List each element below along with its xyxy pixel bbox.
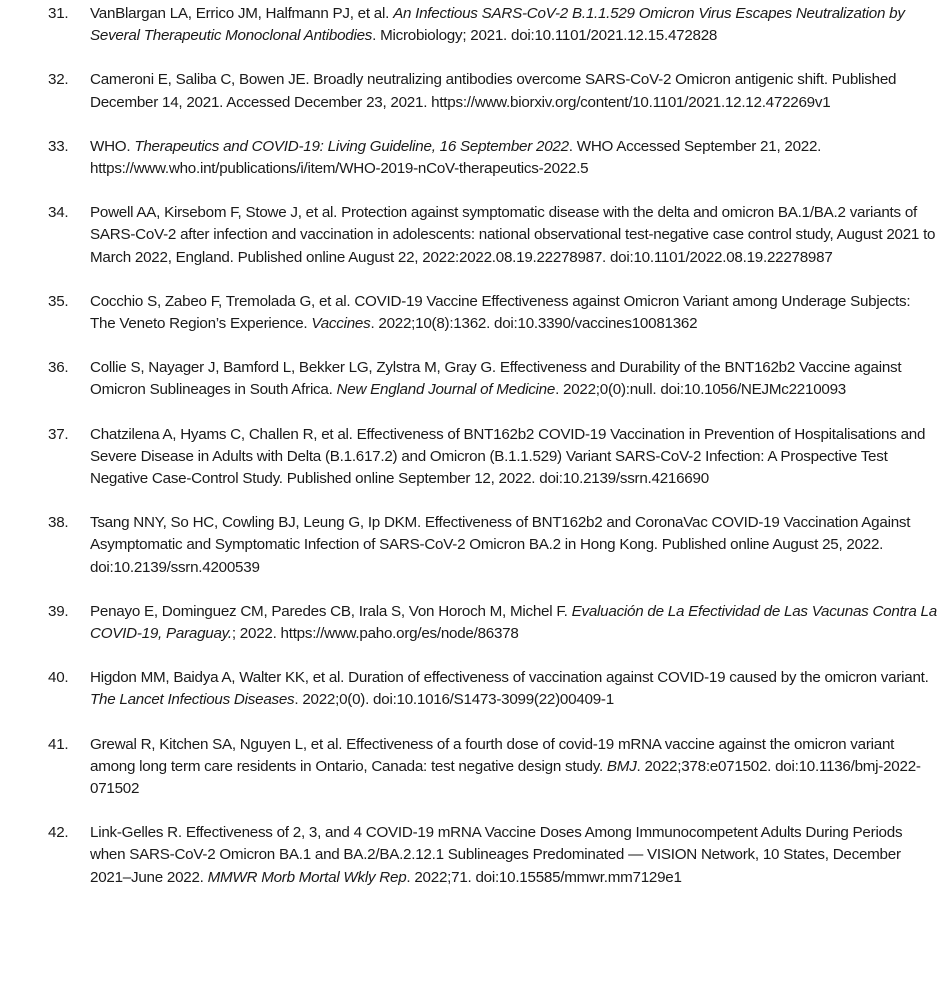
- reference-text: [90, 824, 902, 885]
- reference-segment: Cocchio S, Zabeo F, Tremolada G, et al. COVID-19 Vaccine Effectiveness against Omicron Variant among Underage Subjects: The Veneto Region’s Experience.: [90, 292, 911, 333]
- reference-text: [90, 293, 910, 332]
- reference-segment: Powell AA, Kirsebom F, Stowe J, et al. Protection against symptomatic disease with the delta and omicron BA.1/BA.2 variants of SARS-CoV-2 after infection and vaccination in adolescents: national observational test-negative case control study, August 2021 to March 2022, England. Published online August 22, 2022:2022.08.19.22278987. doi:10.1101/2022.08.19.22278987: [90, 204, 936, 266]
- reference-text: [90, 5, 905, 44]
- reference-number: 38.: [48, 514, 69, 532]
- reference-segment: ; 2022. https://www.paho.org/es/node/86378: [231, 625, 519, 643]
- reference-title-italic: Therapeutics and COVID-19: Living Guideline, 16 September 2022: [134, 137, 569, 155]
- reference-title-italic: An Infectious SARS-CoV-2 B.1.1.529 Omicron Virus Escapes Neutralization by Several Therapeutic Monoclonal Antibodies: [90, 5, 905, 45]
- reference-segment: Penayo E, Dominguez CM, Paredes CB, Irala S, Von Horoch M, Michel F.: [90, 602, 572, 620]
- reference-item: [40, 822, 945, 889]
- reference-number: 40.: [48, 669, 69, 687]
- reference-text: [90, 736, 921, 797]
- reference-segment: VanBlargan LA, Errico JM, Halfmann PJ, et al.: [90, 5, 394, 22]
- reference-item: [40, 291, 945, 335]
- reference-item: [40, 69, 945, 113]
- reference-number: 41.: [48, 735, 69, 753]
- reference-number: 32.: [48, 71, 69, 89]
- reference-item: [40, 601, 945, 645]
- reference-segment: Link-Gelles R. Effectiveness of 2, 3, and 4 COVID-19 mRNA Vaccine Doses Among Immunocompetent Adults During Periods when SARS-CoV-2 Omicron BA.1 and BA.2/BA.2.12.1 Sublineages Predominated — VISION Network, 10 States, December 2021–June 2022.: [90, 824, 903, 886]
- reference-number: 39.: [48, 602, 69, 620]
- reference-number: 42.: [48, 824, 69, 842]
- reference-segment: . 2022;378:e071502. doi:10.1136/bmj-2022-071502: [90, 757, 921, 798]
- reference-title-italic: BMJ: [606, 757, 637, 775]
- reference-segment: . 2022;0(0):null. doi:10.1056/NEJMc2210093: [555, 381, 846, 399]
- reference-item: [40, 136, 945, 180]
- reference-item: [40, 357, 945, 401]
- reference-item: [40, 512, 945, 579]
- reference-item: [40, 3, 945, 47]
- reference-title-italic: Evaluación de La Efectividad de Las Vacunas Contra La COVID-19, Paraguay.: [90, 602, 937, 643]
- reference-segment: . 2022;71. doi:10.15585/mmwr.mm7129e1: [406, 868, 682, 886]
- reference-title-italic: Vaccines: [311, 315, 371, 333]
- reference-number: 31.: [48, 5, 69, 22]
- reference-number: 35.: [48, 292, 69, 310]
- reference-segment: Cameroni E, Saliba C, Bowen JE. Broadly neutralizing antibodies overcome SARS-CoV-2 Omicron antigenic shift. Published December 14, 2021. Accessed December 23, 2021. https://www.biorxiv.org/content/10.1101/2021.12.12.472269v1: [90, 71, 897, 111]
- reference-title-italic: MMWR Morb Mortal Wkly Rep: [207, 868, 407, 886]
- reference-segment: . Microbiology; 2021. doi:10.1101/2021.12.15.472828: [372, 27, 718, 45]
- reference-text: [90, 514, 910, 575]
- reference-segment: . 2022;0(0). doi:10.1016/S1473-3099(22)00409-1: [294, 691, 614, 709]
- reference-number: 37.: [48, 425, 69, 443]
- reference-title-italic: New England Journal of Medicine: [336, 381, 556, 399]
- reference-number: 34.: [48, 204, 69, 222]
- reference-segment: Tsang NNY, So HC, Cowling BJ, Leung G, Ip DKM. Effectiveness of BNT162b2 and CoronaVac COVID-19 Vaccination Against Asymptomatic and Symptomatic Infection of SARS-CoV-2 Omicron BA.2 in Hong Kong. Published online August 25, 2022. doi:10.2139/ssrn.4200539: [90, 514, 911, 576]
- reference-text: [90, 138, 821, 177]
- reference-number: 33.: [48, 137, 69, 155]
- reference-segment: Collie S, Nayager J, Bamford L, Bekker LG, Zylstra M, Gray G. Effectiveness and Durability of the BNT162b2 Vaccine against Omicron Sublineages in South Africa.: [90, 359, 902, 399]
- reference-text: [90, 359, 901, 398]
- reference-segment: . WHO Accessed September 21, 2022. https://www.who.int/publications/i/item/WHO-2019-nCoV-therapeutics-2022.5: [90, 137, 822, 178]
- reference-item: [40, 202, 945, 269]
- reference-title-italic: The Lancet Infectious Diseases: [90, 691, 295, 709]
- reference-segment: WHO.: [90, 137, 135, 155]
- reference-segment: . 2022;10(8):1362. doi:10.3390/vaccines10081362: [370, 315, 698, 333]
- reference-item: [40, 734, 945, 801]
- reference-text: [90, 603, 937, 642]
- reference-text: [90, 669, 929, 708]
- reference-number: 36.: [48, 359, 69, 377]
- reference-text: [90, 204, 935, 265]
- reference-text: [90, 426, 925, 487]
- reference-item: [40, 667, 945, 711]
- reference-segment: Chatzilena A, Hyams C, Challen R, et al. Effectiveness of BNT162b2 COVID-19 Vaccination in Prevention of Hospitalisations and Severe Disease in Adults with Delta (B.1.617.2) and Omicron (B.1.1.529) Variant SARS-CoV-2 Infection: A Prospective Test Negative Case-Control Study. Published online September 12, 2022. doi:10.2139/ssrn.4216690: [90, 425, 926, 488]
- reference-segment: Higdon MM, Baidya A, Walter KK, et al. Duration of effectiveness of vaccination against COVID-19 caused by the omicron variant.: [90, 669, 929, 687]
- reference-item: [40, 424, 945, 491]
- reference-segment: Grewal R, Kitchen SA, Nguyen L, et al. Effectiveness of a fourth dose of covid-19 mRNA vaccine against the omicron variant among long term care residents in Ontario, Canada: test negative design study.: [90, 735, 895, 775]
- reference-text: [90, 71, 896, 110]
